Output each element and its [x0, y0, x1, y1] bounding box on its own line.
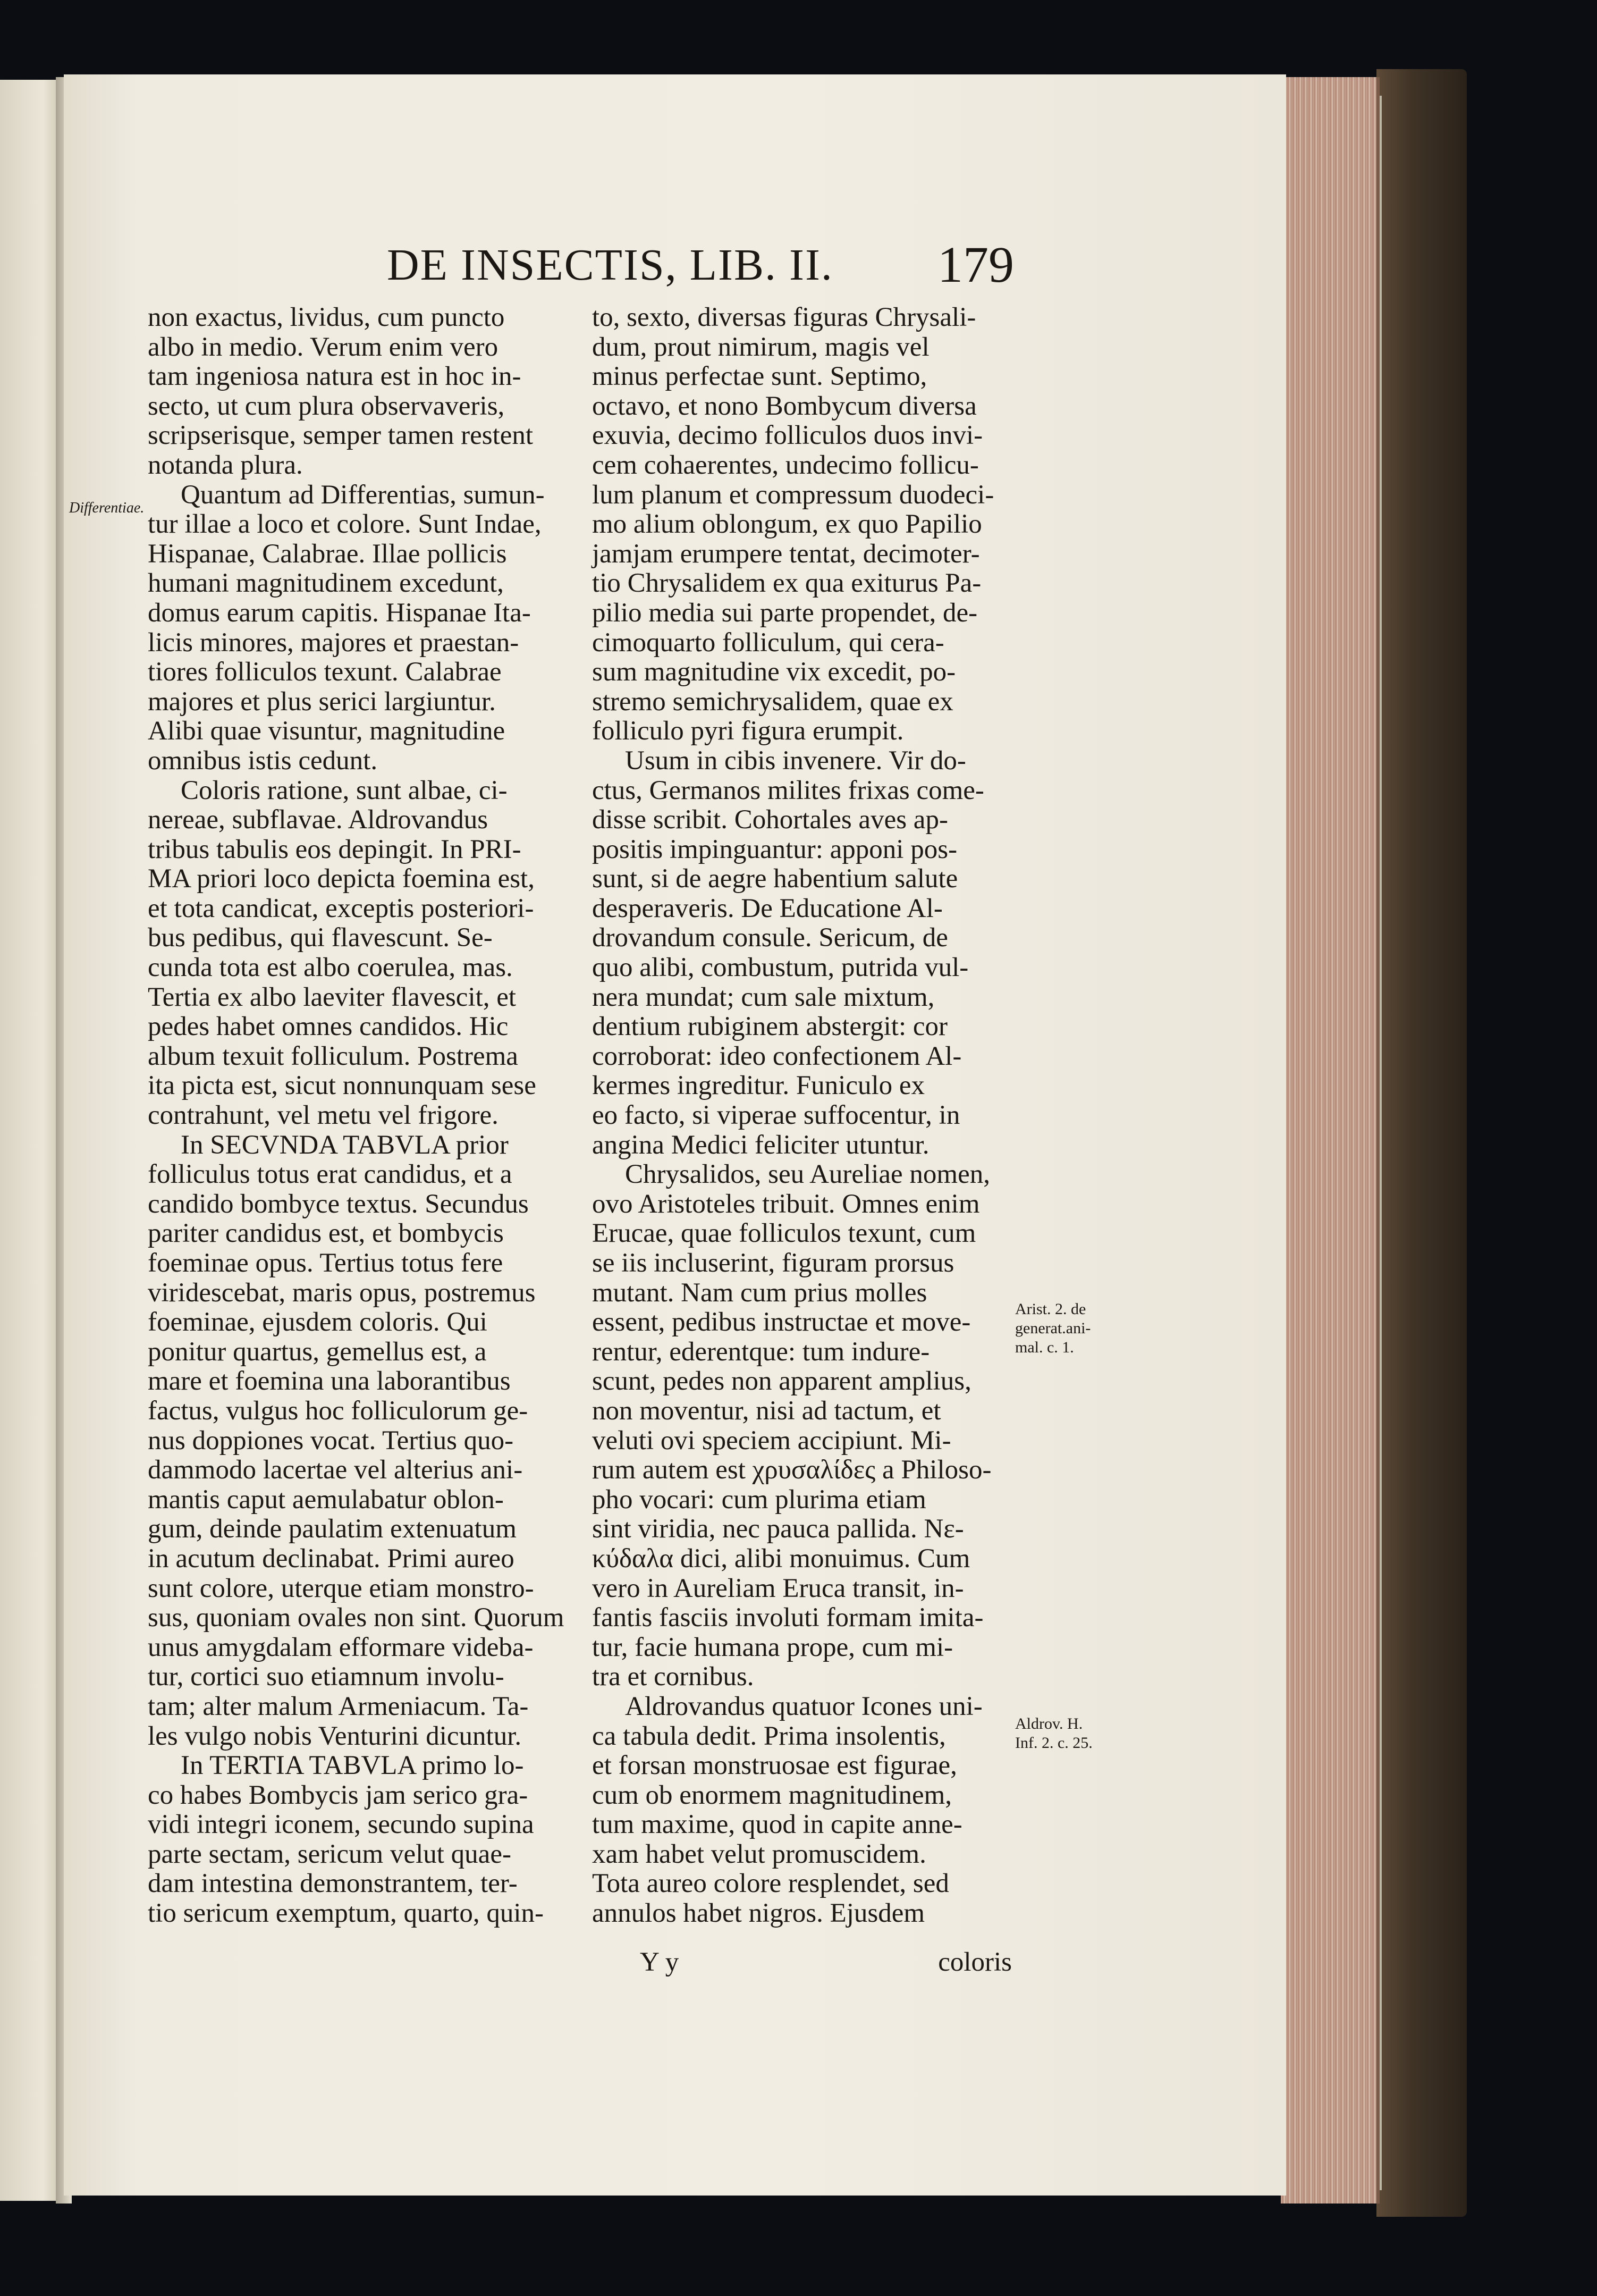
text-line: kermes ingreditur. Funiculo ex — [592, 1071, 925, 1101]
text-line: sum magnitudine vix excedit, po- — [592, 657, 956, 687]
running-title: DE INSECTIS, LIB. II. — [387, 240, 833, 290]
text-line: non moventur, nisi ad tactum, et — [592, 1395, 941, 1426]
text-line: Chrysalidos, seu Aureliae nomen, — [625, 1159, 990, 1190]
book-cover-board — [1376, 69, 1467, 2217]
text-line: pho vocari: cum plurima etiam — [592, 1484, 926, 1515]
text-line: candido bombyce textus. Secundus — [148, 1189, 529, 1219]
text-line: Aldrovandus quatuor Icones uni- — [625, 1691, 983, 1721]
text-line: sunt colore, uterque etiam monstro- — [148, 1573, 534, 1603]
margin-note-aristotle — [1015, 1300, 1091, 1357]
text-line: cum ob enormem magnitudinem, — [592, 1780, 952, 1810]
text-line: secto, ut cum plura observaveris, — [148, 391, 505, 421]
running-header — [387, 236, 1014, 298]
text-line: pariter candidus est, et bombycis — [148, 1218, 504, 1249]
text-line: drovandum consule. Sericum, de — [592, 923, 948, 953]
text-line: essent, pedibus instructae et move- — [592, 1307, 971, 1338]
text-line: dammodo lacertae vel alterius ani- — [148, 1455, 523, 1485]
text-line: Tota aureo colore resplendet, sed — [592, 1869, 949, 1899]
text-line: disse scribit. Cohortales aves ap- — [592, 805, 948, 835]
text-line: tur, cortici suo etiamnum involu- — [148, 1662, 504, 1692]
text-line: κύδαλα dici, alibi monuimus. Cum — [592, 1543, 970, 1574]
text-line: album texuit folliculum. Postrema — [148, 1041, 518, 1071]
text-line: cem cohaerentes, undecimo follicu- — [592, 450, 979, 480]
text-line: mo alium oblongum, ex quo Papilio — [592, 509, 982, 540]
text-line: humani magnitudinem excedunt, — [148, 568, 504, 599]
text-line: to, sexto, diversas figuras Chrysali- — [592, 302, 976, 332]
text-line: Tertia ex albo laeviter flavescit, et — [148, 982, 517, 1012]
text-line: dentium rubiginem abstergit: cor — [592, 1012, 948, 1042]
text-line: scunt, pedes non apparent amplius, — [592, 1366, 971, 1397]
text-line: tur illae a loco et colore. Sunt Indae, — [148, 509, 542, 540]
text-line: tiores folliculos texunt. Calabrae — [148, 657, 502, 687]
text-line: Hispanae, Calabrae. Illae pollicis — [148, 539, 507, 569]
text-line: eo facto, si viperae suffocentur, in — [592, 1100, 960, 1131]
margin-note-line: generat.ani- — [1015, 1319, 1091, 1337]
margin-note-line: mal. c. 1. — [1015, 1339, 1074, 1356]
text-line: unus amygdalam efformare videba- — [148, 1632, 534, 1662]
text-line: Coloris ratione, sunt albae, ci- — [181, 775, 508, 805]
text-line: ca tabula dedit. Prima insolentis, — [592, 1721, 946, 1751]
right-text-column — [592, 303, 1012, 1929]
text-line: annulos habet nigros. Ejusdem — [592, 1898, 925, 1929]
text-line: xam habet velut promuscidem. — [592, 1839, 926, 1869]
text-line: vidi integri iconem, secundo supina — [148, 1810, 534, 1840]
facing-page-edge — [0, 80, 61, 2201]
text-line: domus earum capitis. Hispanae Ita- — [148, 598, 531, 628]
text-line: se iis incluserint, figuram prorsus — [592, 1248, 954, 1278]
text-line: foeminae opus. Tertius totus fere — [148, 1248, 503, 1278]
text-line: notanda plura. — [148, 450, 303, 480]
text-line: sus, quoniam ovales non sint. Quorum — [148, 1603, 564, 1633]
text-line: in acutum declinabat. Primi aureo — [148, 1543, 514, 1574]
text-line: mutant. Nam cum prius molles — [592, 1277, 927, 1308]
text-line: In SECVNDA TABVLA prior — [181, 1130, 509, 1160]
text-line: sunt, si de aegre habentium salute — [592, 864, 958, 894]
text-line: contrahunt, vel metu vel frigore. — [148, 1100, 498, 1131]
text-line: nera mundat; cum sale mixtum, — [592, 982, 935, 1012]
text-line: quo alibi, combustum, putrida vul- — [592, 953, 969, 983]
text-line: exuvia, decimo folliculos duos invi- — [592, 420, 983, 451]
text-line: tribus tabulis eos depingit. In PRI- — [148, 834, 521, 864]
text-line: pedes habet omnes candidos. Hic — [148, 1012, 509, 1042]
text-line: folliculus totus erat candidus, et a — [148, 1159, 512, 1190]
text-line: dum, prout nimirum, magis vel — [592, 332, 930, 362]
text-line: omnibus istis cedunt. — [148, 745, 378, 776]
text-line: tra et cornibus. — [592, 1662, 754, 1692]
text-line: et tota candicat, exceptis posteriori- — [148, 893, 534, 923]
text-line: viridescebat, maris opus, postremus — [148, 1277, 536, 1308]
text-line: rum autem est χρυσαλίδες a Philoso- — [592, 1455, 992, 1485]
catchword: coloris — [938, 1947, 1012, 1977]
text-line: nereae, subflavae. Aldrovandus — [148, 805, 488, 835]
text-line: dam intestina demonstrantem, ter- — [148, 1869, 518, 1899]
text-line: minus perfectae sunt. Septimo, — [592, 361, 927, 392]
text-line: cimoquarto folliculum, qui cera- — [592, 627, 944, 658]
text-line: mantis caput aemulabatur oblon- — [148, 1484, 504, 1515]
text-line: ponitur quartus, gemellus est, a — [148, 1336, 487, 1367]
text-line: tum maxime, quod in capite anne- — [592, 1810, 962, 1840]
left-text-column — [148, 303, 568, 1929]
text-line: desperaveris. De Educatione Al- — [592, 893, 943, 923]
text-line: parte sectam, sericum velut quae- — [148, 1839, 511, 1869]
text-line: rentur, ederentque: tum indure- — [592, 1336, 930, 1367]
text-line: albo in medio. Verum enim vero — [148, 332, 498, 362]
text-line: Usum in cibis invenere. Vir do- — [625, 745, 966, 776]
text-line: Erucae, quae folliculos texunt, cum — [592, 1218, 976, 1249]
text-line: Alibi quae visuntur, magnitudine — [148, 716, 505, 746]
text-line: licis minores, majores et praestan- — [148, 627, 519, 658]
text-line: Quantum ad Differentias, sumun- — [181, 480, 545, 510]
margin-note-line: Aldrov. H. — [1015, 1715, 1083, 1732]
text-line: tam; alter malum Armeniacum. Ta- — [148, 1691, 529, 1721]
margin-note-line: Inf. 2. c. 25. — [1015, 1734, 1093, 1752]
page-footer — [592, 1947, 1012, 1979]
text-line: bus pedibus, qui flavescunt. Se- — [148, 923, 493, 953]
text-line: scripserisque, semper tamen restent — [148, 420, 534, 451]
text-line: cunda tota est albo coerulea, mas. — [148, 953, 513, 983]
text-line: mare et foemina una laborantibus — [148, 1366, 511, 1397]
text-line: foeminae, ejusdem coloris. Qui — [148, 1307, 487, 1338]
text-line: factus, vulgus hoc folliculorum ge- — [148, 1395, 528, 1426]
text-line: fantis fasciis involuti formam imita- — [592, 1603, 984, 1633]
text-line: et forsan monstruosae est figurae, — [592, 1751, 957, 1781]
signature-mark: Y y — [640, 1947, 679, 1977]
text-line: stremo semichrysalidem, quae ex — [592, 686, 953, 717]
text-line: tio sericum exemptum, quarto, quin- — [148, 1898, 544, 1929]
text-line: positis impinguantur: apponi pos- — [592, 834, 958, 864]
text-line: angina Medici feliciter utuntur. — [592, 1130, 930, 1160]
text-line: octavo, et nono Bombycum diversa — [592, 391, 977, 421]
text-line: lum planum et compressum duodeci- — [592, 480, 994, 510]
text-line: veluti ovi speciem accipiunt. Mi- — [592, 1425, 951, 1456]
page-edges — [1281, 77, 1380, 2204]
margin-note-text: Differentiae. — [69, 500, 145, 516]
text-line: tur, facie humana prope, cum mi- — [592, 1632, 953, 1662]
text-line: majores et plus serici largiuntur. — [148, 686, 496, 717]
text-line: co habes Bombycis jam serico gra- — [148, 1780, 528, 1810]
text-line: folliculo pyri figura erumpit. — [592, 716, 904, 746]
text-line: ovo Aristoteles tribuit. Omnes enim — [592, 1189, 980, 1219]
text-line: ctus, Germanos milites frixas come- — [592, 775, 984, 805]
page-number: 179 — [937, 236, 1014, 293]
text-line: nus doppiones vocat. Tertius quo- — [148, 1425, 514, 1456]
text-line: tam ingeniosa natura est in hoc in- — [148, 361, 521, 392]
text-line: sint viridia, nec pauca pallida. Νε- — [592, 1514, 964, 1544]
margin-note-differentiae — [69, 499, 144, 518]
text-line: les vulgo nobis Venturini dicuntur. — [148, 1721, 522, 1751]
text-line: non exactus, lividus, cum puncto — [148, 302, 505, 332]
text-line: ita picta est, sicut nonnunquam sese — [148, 1071, 536, 1101]
margin-note-aldrovandus — [1015, 1714, 1093, 1753]
text-line: vero in Aureliam Eruca transit, in- — [592, 1573, 964, 1603]
text-line: gum, deinde paulatim extenuatum — [148, 1514, 517, 1544]
text-line: MA priori loco depicta foemina est, — [148, 864, 535, 894]
text-line: corroborat: ideo confectionem Al- — [592, 1041, 962, 1071]
text-line: jamjam erumpere tentat, decimoter- — [592, 539, 980, 569]
text-line: In TERTIA TABVLA primo lo- — [181, 1751, 524, 1781]
margin-note-line: Arist. 2. de — [1015, 1300, 1086, 1318]
text-line: pilio media sui parte propendet, de- — [592, 598, 978, 628]
text-line: tio Chrysalidem ex qua exiturus Pa- — [592, 568, 982, 599]
